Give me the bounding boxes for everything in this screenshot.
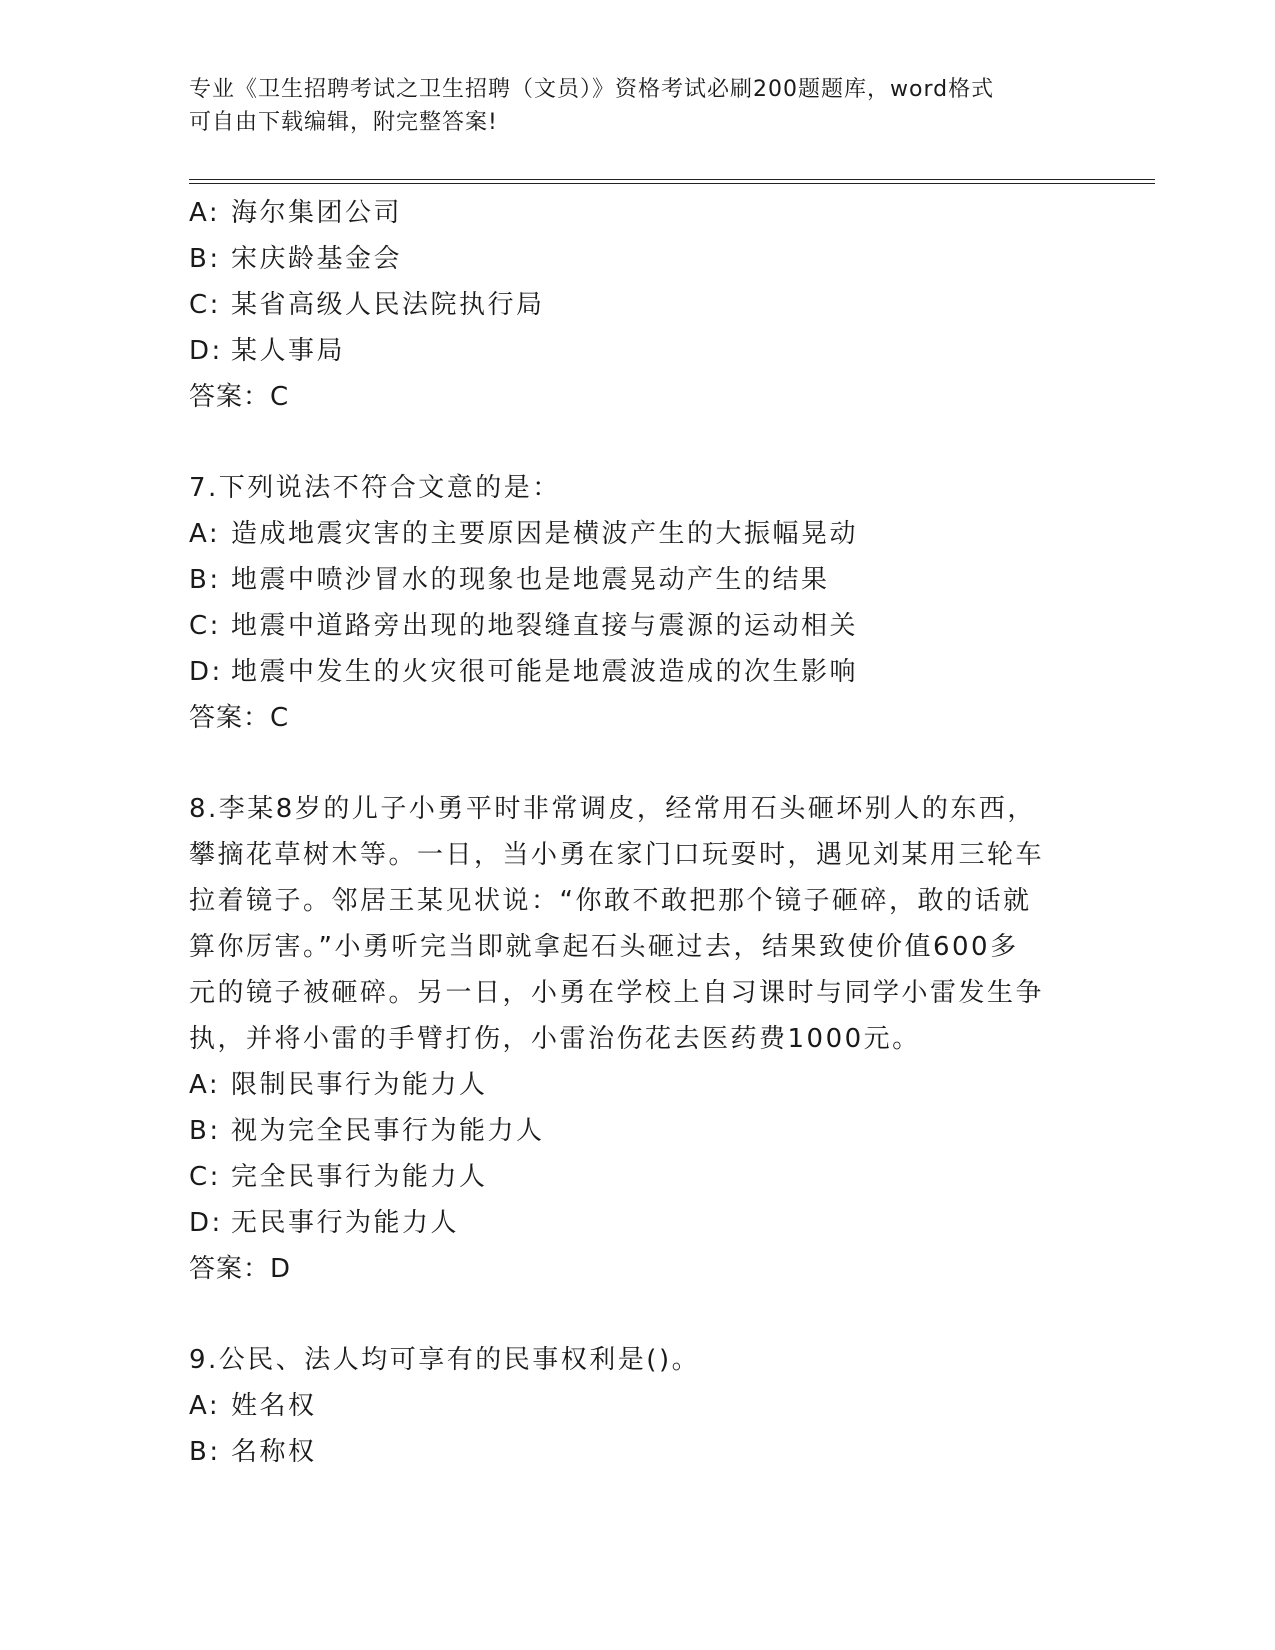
option-d — [189, 1200, 1089, 1246]
option-key: B: — [189, 244, 221, 274]
option-text: 限制民事行为能力人 — [231, 1070, 488, 1100]
option-key: A: — [189, 519, 221, 549]
header-divider-top — [189, 179, 1155, 180]
question-stem-line: 算你厉害。”小勇听完当即就拿起石头砸过去，结果致使价值600多 — [189, 932, 1019, 962]
question-stem-line: 拉着镜子。邻居王某见状说：“你敢不敢把那个镜子砸碎，敢的话就 — [189, 886, 1032, 916]
question-9 — [189, 1337, 1089, 1475]
option-c — [189, 1154, 1089, 1200]
option-key: D: — [189, 1208, 223, 1238]
option-text: 视为完全民事行为能力人 — [231, 1116, 545, 1146]
option-text: 宋庆龄基金会 — [231, 244, 403, 274]
option-key: C: — [189, 1162, 221, 1192]
question-content — [189, 190, 1089, 1475]
question-stem: 9.公民、法人均可享有的民事权利是()。 — [189, 1345, 701, 1375]
option-a — [189, 190, 1089, 236]
header-title-line-1: 专业《卫生招聘考试之卫生招聘（文员）》资格考试必刷200题题库，word格式 — [189, 77, 995, 102]
header-divider-bottom — [189, 183, 1155, 184]
option-text: 无民事行为能力人 — [231, 1208, 460, 1238]
spacer — [189, 1292, 1089, 1337]
option-key: A: — [189, 198, 221, 228]
answer-line: 答案：D — [189, 1254, 292, 1284]
question-stem-line: 8.李某8岁的儿子小勇平时非常调皮，经常用石头砸坏别人的东西， — [189, 794, 1036, 824]
option-a — [189, 511, 1089, 557]
option-text: 造成地震灾害的主要原因是横波产生的大振幅晃动 — [231, 519, 859, 549]
option-text: 某人事局 — [231, 336, 346, 366]
option-key: A: — [189, 1391, 221, 1421]
option-text: 姓名权 — [231, 1391, 317, 1421]
option-c — [189, 282, 1089, 328]
option-key: B: — [189, 1437, 221, 1467]
option-text: 完全民事行为能力人 — [231, 1162, 488, 1192]
option-c — [189, 603, 1089, 649]
answer-line: 答案：C — [189, 703, 290, 733]
option-b — [189, 1429, 1089, 1475]
question-stem: 7.下列说法不符合文意的是： — [189, 473, 561, 503]
option-key: D: — [189, 336, 223, 366]
option-b — [189, 557, 1089, 603]
option-text: 海尔集团公司 — [231, 198, 403, 228]
option-text: 地震中发生的火灾很可能是地震波造成的次生影响 — [231, 657, 859, 687]
option-key: A: — [189, 1070, 221, 1100]
option-d — [189, 649, 1089, 695]
option-key: B: — [189, 565, 221, 595]
question-stem-line: 执，并将小雷的手臂打伤，小雷治伤花去医药费1000元。 — [189, 1024, 921, 1054]
option-b — [189, 236, 1089, 282]
option-key: C: — [189, 290, 221, 320]
option-b — [189, 1108, 1089, 1154]
option-key: C: — [189, 611, 221, 641]
option-key: D: — [189, 657, 223, 687]
option-d — [189, 328, 1089, 374]
option-text: 地震中道路旁出现的地裂缝直接与震源的运动相关 — [231, 611, 859, 641]
spacer — [189, 741, 1089, 786]
question-6 — [189, 190, 1089, 420]
question-7 — [189, 465, 1089, 741]
document-header — [189, 73, 1069, 139]
option-a — [189, 1383, 1089, 1429]
option-a — [189, 1062, 1089, 1108]
question-stem-line: 元的镜子被砸碎。另一日，小勇在学校上自习课时与同学小雷发生争 — [189, 978, 1045, 1008]
question-stem-line: 攀摘花草树木等。一日，当小勇在家门口玩耍时，遇见刘某用三轮车 — [189, 840, 1045, 870]
option-key: B: — [189, 1116, 221, 1146]
option-text: 名称权 — [231, 1437, 317, 1467]
question-8 — [189, 786, 1089, 1292]
answer-line: 答案：C — [189, 382, 290, 412]
option-text: 某省高级人民法院执行局 — [231, 290, 545, 320]
spacer — [189, 420, 1089, 465]
option-text: 地震中喷沙冒水的现象也是地震晃动产生的结果 — [231, 565, 830, 595]
header-title-line-2: 可自由下载编辑，附完整答案! — [189, 110, 498, 135]
